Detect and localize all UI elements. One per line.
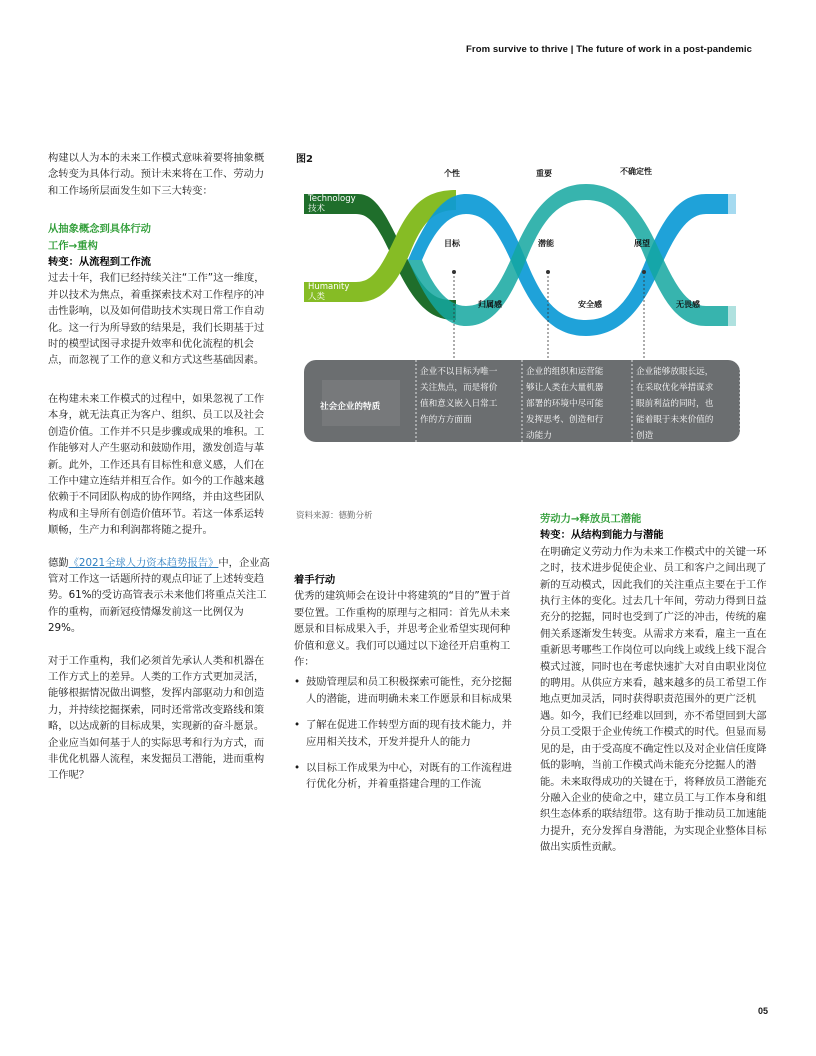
page-number: 05 — [757, 1006, 768, 1016]
mid-label-3: 展望 — [634, 239, 650, 248]
middle-column — [294, 572, 514, 803]
list-item: • 鼓励管理层和员工积极探索可能性，充分挖掘人的潜能，进而明确未来工作愿景和目标成果 — [294, 674, 514, 707]
left-column — [48, 150, 270, 784]
work-paragraph-2: 在构建未来工作模式的过程中，如果忽视了工作本身，就无法真正为客户、组织、员工以及社会创造价值。工作并不只是步骤或成果的堆积。工作能够对人产生驱动和鼓励作用，激发创造与革新。此外，工作还具有目标性和意义感，人们在工作中建立连结并相互合作。如今的工作越来越依赖于不同团队构成的协作网络，并由这些团队构成和主导所有创造价值环节。若这一体系运转顺畅，生产力和利润都将随之提升。 — [48, 392, 265, 537]
work-paragraph-3 — [48, 555, 270, 637]
bottom-label-3: 无畏感 — [676, 300, 700, 309]
humanity-label-en: Humanity — [308, 282, 350, 292]
band-cell-3: 企业能够放眼长远， 在采取优化举措谋求 眼前利益的同时，也 能着眼于未来价值的 创造 — [636, 367, 714, 441]
work-paragraph-4: 对于工作重构，我们必须首先承认人类和机器在工作方式上的差异。人类的工作方式更加灵活，能够根据情况做出调整，发挥内部驱动力和创造力，并持续挖掘探索，同时还常常改变路线和策略，以达成新的目标成果，实现新的奋斗愿景。企业应当如何基于人的实际思考和行为方式，而非优化机器人流程，来发掘员工潜能，进而重构工作呢？ — [48, 654, 265, 782]
right-column — [540, 511, 770, 856]
helix-node-3 — [676, 220, 736, 300]
helix-node-1 — [432, 220, 500, 300]
band-cell-1: 企业不以目标为唯一 关注焦点，而是将价 值和意义嵌入日常工 作的方方面面 — [420, 367, 498, 425]
list-item: • 了解在促进工作转型方面的现有技术能力，并应用相关技术，开发并提升人的能力 — [294, 717, 514, 750]
top-label-1: 个性 — [444, 169, 460, 178]
report-link[interactable]: 《2021全球人力资本趋势报告》 — [68, 556, 219, 569]
list-item: • 以目标工作成果为中心，对既有的工作流程进行优化分析，并着重搭建合理的工作流 — [294, 760, 514, 793]
intro-paragraph: 构建以人为本的未来工作模式意味着要将抽象概念转变为具体行动。预计未来将在工作、劳动力和工作场所层面发生如下三大转变： — [48, 152, 265, 197]
page-header: From survive to thrive | The future of work in a post-pandemic — [466, 44, 752, 55]
workforce-paragraph: 在明确定义劳动力作为未来工作模式中的关键一环之时，技术进步促使企业、员工和客户之间出现了新的互动模式，因此我们的关注重点主要在于工作执行主体的变化。过去几十年间，劳动力得到日益充分的挖掘，同时也受到了广泛的冲击，传统的雇佣关系逐渐发生转变。从需求方来看，雇主一直在重新思考哪些工作岗位可以向线上或线上线下混合模式过渡，同时也在考虑快速扩大对自由职业岗位的聘用。从供应方来看，越来越多的员工希望工作地点更加灵活，同时获得职责范围外的更广泛机遇。如今，我们已经难以回到，亦不希望回到大部分员工受限于企业传统工作模式的时代。但显而易见的是，由于受高度不确定性以及对企业信任度降低的影响，当前工作模式尚未能充分挖掘人的潜能。未来取得成功的关键在于，将释放员工潜能充分融入企业的使命之中，建立员工与工作本身和组织生态体系的联结纽带。这有助于推动员工加速能力提升，充分发挥自身潜能，为实现企业整体目标做出实质性贡献。 — [540, 545, 767, 854]
band-cell-2: 企业的组织和运营能 够让人类在大量机器 部署的环境中尽可能 发挥思考、创造和行 动能力 — [526, 367, 604, 441]
bottom-label-1: 归属感 — [478, 300, 502, 309]
bottom-label-2: 安全感 — [578, 300, 602, 309]
section-heading-abstract: 从抽象概念到具体行动 — [48, 223, 151, 236]
work-paragraph-1: 过去十年，我们已经持续关注“工作”这一维度，并以技术为焦点，着重探索技术对工作程序的冲击性影响，以及如何借助技术实现日常工作自动化。这一行为所导致的结果是，我们长期基于过时的模型试图寻求提升效率和优化流程的机会点，而忽视了工作的意义和方式这些基础因素。 — [48, 272, 265, 367]
workforce-heading: 劳动力→释放员工潜能 — [540, 513, 642, 525]
section-heading-work: 工作→重构 — [48, 239, 98, 252]
shift-heading-workforce: 转变：从结构到能力与潜能 — [540, 529, 664, 542]
take-action-heading: 着手行动 — [294, 574, 336, 586]
top-label-3: 不确定性 — [620, 167, 652, 176]
band-title: 社会企业的特质 — [320, 402, 381, 412]
top-label-2: 重要 — [536, 169, 552, 178]
figure-label: 图2 — [296, 154, 313, 165]
technology-label-cn: 技术 — [308, 204, 326, 214]
action-list — [294, 674, 514, 792]
figure-source: 资料来源：德勤分析 — [296, 511, 373, 521]
mid-label-1: 目标 — [444, 239, 460, 248]
take-action-paragraph: 优秀的建筑师会在设计中将建筑的“目的”置于首要位置。工作重构的原理与之相同：首先从未来愿景和目标成果入手，并思考企业希望实现何种价值和意义。我们可以通过以下途径开启重构工作： — [294, 590, 511, 669]
mid-label-2: 潜能 — [538, 239, 554, 248]
figure-diagram — [296, 160, 746, 450]
shift-heading-work: 转变：从流程到工作流 — [48, 256, 151, 269]
report-text: 中，企业高管对工作这一话题所持的观点印证了上述转变趋势。61%的受访高管表示未来他们将重点关注工作的重构，而新冠疫情爆发前这一比例仅为29%。 — [48, 556, 270, 635]
technology-label-en: Technology — [308, 194, 356, 204]
helix-node-2 — [552, 220, 620, 300]
humanity-label-cn: 人类 — [308, 292, 326, 302]
report-prefix: 德勤 — [48, 556, 69, 569]
